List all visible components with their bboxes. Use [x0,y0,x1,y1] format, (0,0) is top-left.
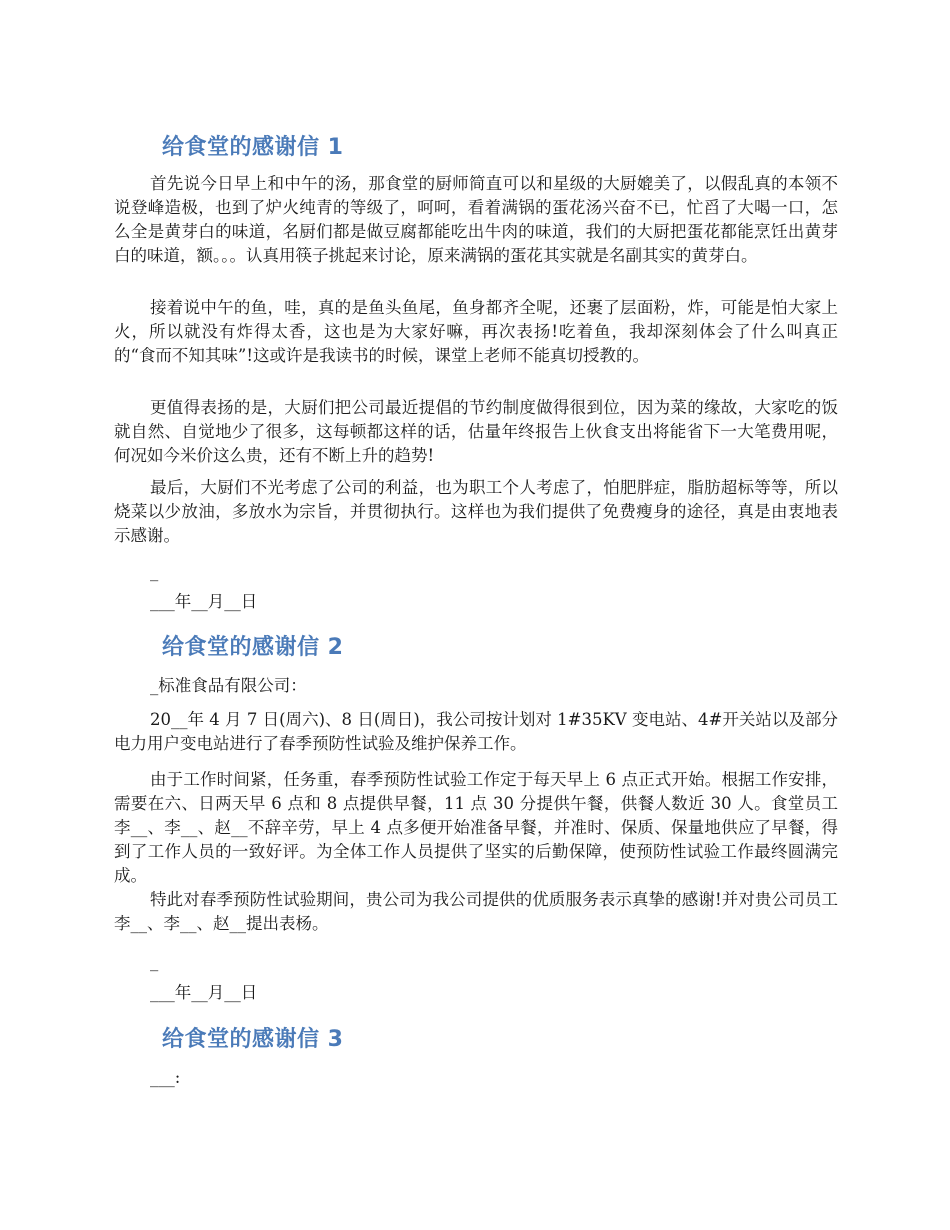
date-line: ___年__月__日 [150,983,258,1002]
paragraph: 首先说今日早上和中午的汤，那食堂的厨师简直可以和星级的大厨媲美了，以假乱真的本领不说登峰造极，也到了炉火纯青的等级了，呵呵，看着满锅的蛋花汤兴奋不已，忙舀了大喝一口，怎么全是黄芽白的味道，名厨们都是做豆腐都能吃出牛肉的味道，我们的大厨把蛋花都能烹饪出黄芽白的味道，额。。。认真用筷子挑起来讨论，原来满锅的蛋花其实就是名副其实的黄芽白。 [114,174,838,265]
salutation: _标准食品有限公司： [150,676,307,695]
salutation: ___: [150,1068,181,1087]
paragraph: 接着说中午的鱼，哇，真的是鱼头鱼尾，鱼身都齐全呢，还裹了层面粉，炸，可能是怕大家上火，所以就没有炸得太香，这也是为大家好嘛，再次表扬!吃着鱼，我却深刻体会了什么叫真正的“食而不知其味”!这或许是我读书的时候，课堂上老师不能真切授教的。 [114,298,838,365]
paragraph: 特此对春季预防性试验期间，贵公司为我公司提供的优质服务表示真挚的感谢!并对贵公司员工李__、李__、赵__提出表杨。 [114,890,838,933]
signature-line: _ [150,952,159,971]
section-title: 给食堂的感谢信 1 [162,135,344,160]
paragraph: 最后，大厨们不光考虑了公司的利益，也为职工个人考虑了，怕肥胖症，脂肪超标等等，所以烧菜以少放油，多放水为宗旨，并贯彻执行。这样也为我们提供了免费瘦身的途径，真是由衷地表示感谢。 [114,478,838,545]
paragraph: 更值得表扬的是，大厨们把公司最近提倡的节约制度做得很到位，因为菜的缘故，大家吃的饭就自然、自觉地少了很多，这每顿都这样的话，估量年终报告上伙食支出将能省下一大笔费用呢，何况如今米价这么贵，还有不断上升的趋势! [114,398,838,465]
signature-line: _ [150,562,159,581]
section-title: 给食堂的感谢信 3 [162,1027,344,1052]
paragraph: 由于工作时间紧，任务重，春季预防性试验工作定于每天早上 6 点正式开始。根据工作安排，需要在六、日两天早 6 点和 8 点提供早餐，11 点 30 分提供午餐，供餐人数近 30 人。食堂员工李__、李__、赵__不辞辛劳，早上 4 点多便开始准备早餐，并准时、保质、保量地供应了早餐，得到了工作人员的一致好评。为全体工作人员提供了坚实的后勤保障，使预防性试验工作最终圆满完成。 [114,770,838,885]
date-line: ___年__月__日 [150,592,258,611]
section-title: 给食堂的感谢信 2 [162,635,344,660]
paragraph: 20__年 4 月 7 日(周六)、8 日(周日)，我公司按计划对 1#35KV 变电站、4#开关站以及部分电力用户变电站进行了春季预防性试验及维护保养工作。 [114,710,838,753]
